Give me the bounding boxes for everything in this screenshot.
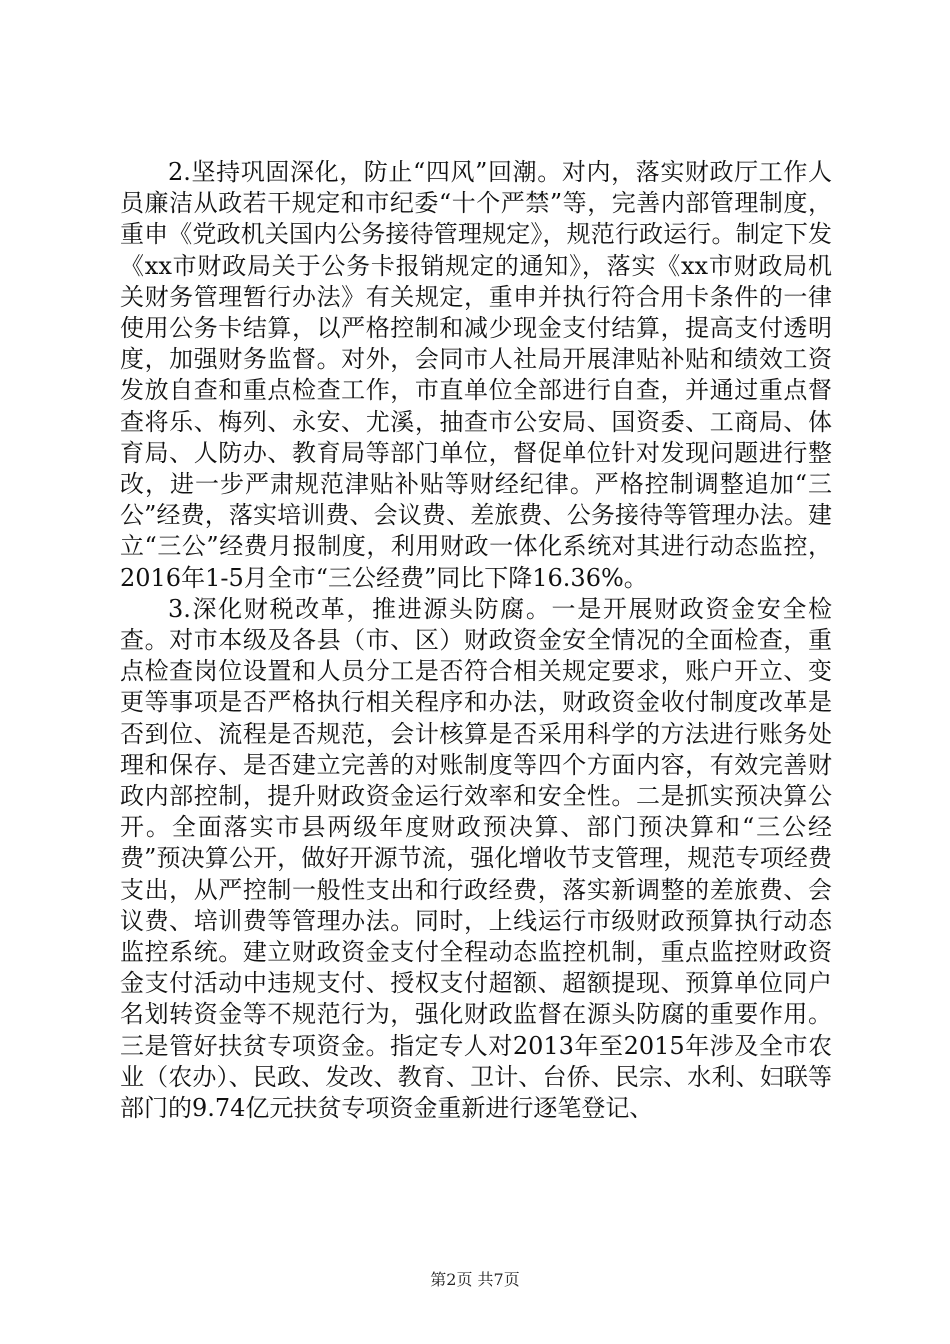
page-number-footer: 第2页 共7页 <box>430 1270 520 1289</box>
paragraph-anti-four-winds: 2.坚持巩固深化，防止“四风”回潮。对内，落实财政厅工作人员廉洁从政若干规定和市纪委“十个严禁”等，完善内部管理制度，重申《党政机关国内公务接待管理规定》，规范行政运行。制定下发《xx市财政局关于公务卡报销规定的通知》，落实《xx市财政局机关财务管理暂行办法》有关规定，重申并执行符合用卡条件的一律使用公务卡结算，以严格控制和减少现金支付结算，提高支付透明度，加强财务监督。对外，会同市人社局开展津贴补贴和绩效工资发放自查和重点检查工作，市直单位全部进行自查，并通过重点督查将乐、梅列、永安、尤溪，抽查市公安局、国资委、工商局、体育局、人防办、教育局等部门单位，督促单位针对发现问题进行整改，进一步严肃规范津贴补贴等财经纪律。严格控制调整追加“三公”经费，落实培训费、会议费、差旅费、公务接待等管理办法。建立“三公”经费月报制度，利用财政一体化系统对其进行动态监控，2016年1-5月全市“三公经费”同比下降16.36%。 <box>120 158 832 592</box>
document-body <box>120 157 832 1124</box>
paragraph-fiscal-reform: 3.深化财税改革，推进源头防腐。一是开展财政资金安全检查。对市本级及各县（市、区）财政资金安全情况的全面检查，重点检查岗位设置和人员分工是否符合相关规定要求，账户开立、变更等事项是否严格执行相关程序和办法，财政资金收付制度改革是否到位、流程是否规范，会计核算是否采用科学的方法进行账务处理和保存、是否建立完善的对账制度等四个方面内容，有效完善财政内部控制，提升财政资金运行效率和安全性。二是抓实预决算公开。全面落实市县两级年度财政预决算、部门预决算和“三公经费”预决算公开，做好开源节流，强化增收节支管理，规范专项经费支出，从严控制一般性支出和行政经费，落实新调整的差旅费、会议费、培训费等管理办法。同时，上线运行市级财政预算执行动态监控系统。建立财政资金支付全程动态监控机制，重点监控财政资金支付活动中违规支付、授权支付超额、超额提现、预算单位同户名划转资金等不规范行为，强化财政监督在源头防腐的重要作用。三是管好扶贫专项资金。指定专人对2013年至2015年涉及全市农业（农办）、民政、发改、教育、卫计、台侨、民宗、水利、妇联等部门的9.74亿元扶贫专项资金重新进行逐笔登记、 <box>120 594 832 1123</box>
